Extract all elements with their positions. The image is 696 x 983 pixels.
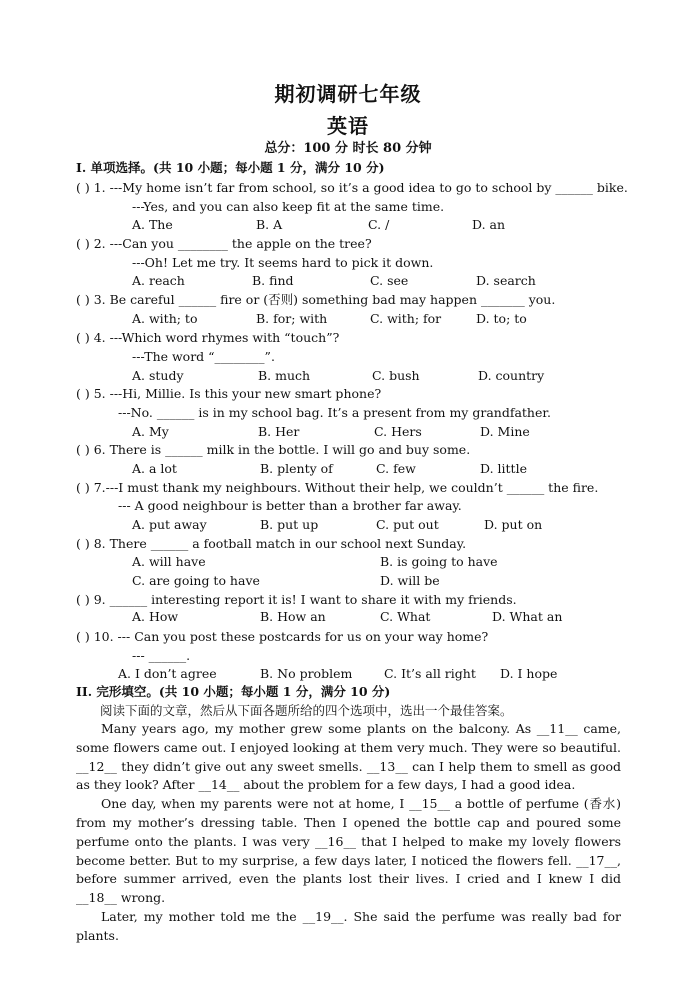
- option: D. search: [476, 273, 536, 288]
- question-stem: ( ) 10. --- Can you post these postcards for us on your way home?: [76, 629, 489, 644]
- option: D. What an: [492, 609, 563, 624]
- question-stem: ( ) 4. ---Which word rhymes with “touch”?: [76, 330, 340, 345]
- option: B. Her: [258, 424, 300, 439]
- option: A. My: [132, 424, 169, 439]
- option: D. I hope: [500, 666, 558, 681]
- option: C. /: [368, 217, 390, 232]
- option: B. plenty of: [260, 461, 333, 476]
- cloze-paragraph: One day, when my parents were not at home, I __15__ a bottle of perfume (香水) from my mother’s dressing table. Then I opened the bottle cap and poured some perfume onto the plants. I was very __16__ that I helped to make my lovely flowers become better. But to my surprise, a few days later, I noticed the flowers fell. __17__, before summer arrived, even the plants lost their lives. I cried and I knew I did __18__ wrong.: [76, 796, 621, 906]
- option: C. bush: [372, 368, 420, 383]
- option: C. It’s all right: [384, 666, 476, 681]
- option: C. see: [370, 273, 409, 288]
- question-stem-2: ---No. ______ is in my school bag. It’s a present from my grandfather.: [118, 405, 551, 420]
- question-stem-2: ---The word “________”.: [132, 349, 275, 364]
- section2-heading: II. 完形填空。(共 10 小题；每小题 1 分，满分 10 分): [76, 684, 391, 699]
- option: B. How an: [260, 609, 326, 624]
- option: C. What: [380, 609, 431, 624]
- question-stem: ( ) 7.---I must thank my neighbours. Without their help, we couldn’t ______ the fire.: [76, 480, 599, 495]
- option: A. The: [132, 217, 173, 232]
- cloze-paragraph: Later, my mother told me the __19__. She said the perfume was really bad for plants.: [76, 908, 621, 943]
- question-stem: ( ) 8. There ______ a football match in our school next Sunday.: [76, 536, 467, 551]
- cloze-passage: [76, 720, 621, 946]
- option: A. How: [132, 609, 179, 624]
- question-stem: ( ) 9. ______ interesting report it is! I want to share it with my friends.: [76, 592, 517, 607]
- option: A. I don’t agree: [118, 666, 217, 681]
- option: D. little: [480, 461, 527, 476]
- cloze-paragraph: Many years ago, my mother grew some plants on the balcony. As __11__ came, some flowers came out. I enjoyed looking at them very much. They were so beautiful. __12__ they didn’t give out any sweet smells. __13__ can I help them to smell as good as they look? After __14__ about the problem for a few days, I had a good idea.: [76, 721, 621, 793]
- option: A. study: [132, 368, 184, 383]
- option: B. put up: [260, 517, 319, 532]
- option: A. reach: [132, 273, 185, 288]
- option: D. will be: [380, 573, 440, 588]
- option: D. to; to: [476, 311, 527, 326]
- question-stem: ( ) 3. Be careful ______ fire or (否则) something bad may happen _______ you.: [76, 292, 556, 307]
- option: B. No problem: [260, 666, 353, 681]
- option: C. are going to have: [132, 573, 260, 588]
- score-time: 总分：100 分 时长 80 分钟: [264, 141, 432, 156]
- question-stem: ( ) 5. ---Hi, Millie. Is this your new smart phone?: [76, 386, 382, 401]
- option: A. with; to: [132, 311, 198, 326]
- option: D. country: [478, 368, 545, 383]
- option: C. with; for: [370, 311, 442, 326]
- question-stem-2: --- A good neighbour is better than a brother far away.: [118, 498, 462, 513]
- option: A. put away: [132, 517, 207, 532]
- question-stem-2: ---Oh! Let me try. It seems hard to pick it down.: [132, 255, 434, 270]
- option: A. will have: [132, 554, 206, 569]
- option: B. A: [256, 217, 283, 232]
- question-stem-2: --- ______.: [132, 648, 191, 663]
- section2-instruction: 阅读下面的文章，然后从下面各题所给的四个选项中，选出一个最佳答案。: [100, 703, 513, 718]
- option: A. a lot: [132, 461, 177, 476]
- option: B. much: [258, 368, 311, 383]
- option: C. Hers: [374, 424, 422, 439]
- question-stem: ( ) 6. There is ______ milk in the bottle. I will go and buy some.: [76, 442, 471, 457]
- section1-heading: I. 单项选择。(共 10 小题；每小题 1 分，满分 10 分): [76, 160, 385, 175]
- question-stem-2: ---Yes, and you can also keep fit at the same time.: [132, 199, 445, 214]
- question-stem: ( ) 2. ---Can you ________ the apple on the tree?: [76, 236, 372, 251]
- option: C. put out: [376, 517, 439, 532]
- question-stem: ( ) 1. ---My home isn’t far from school, so it’s a good idea to go to school by ______ bike.: [76, 180, 628, 195]
- option: B. is going to have: [380, 554, 498, 569]
- exam-title: 期初调研七年级: [274, 82, 422, 106]
- option: D. Mine: [480, 424, 530, 439]
- option: B. for; with: [256, 311, 328, 326]
- option: C. few: [376, 461, 416, 476]
- option: B. find: [252, 273, 294, 288]
- option: D. an: [472, 217, 506, 232]
- option: D. put on: [484, 517, 543, 532]
- subject-title: 英语: [327, 114, 369, 138]
